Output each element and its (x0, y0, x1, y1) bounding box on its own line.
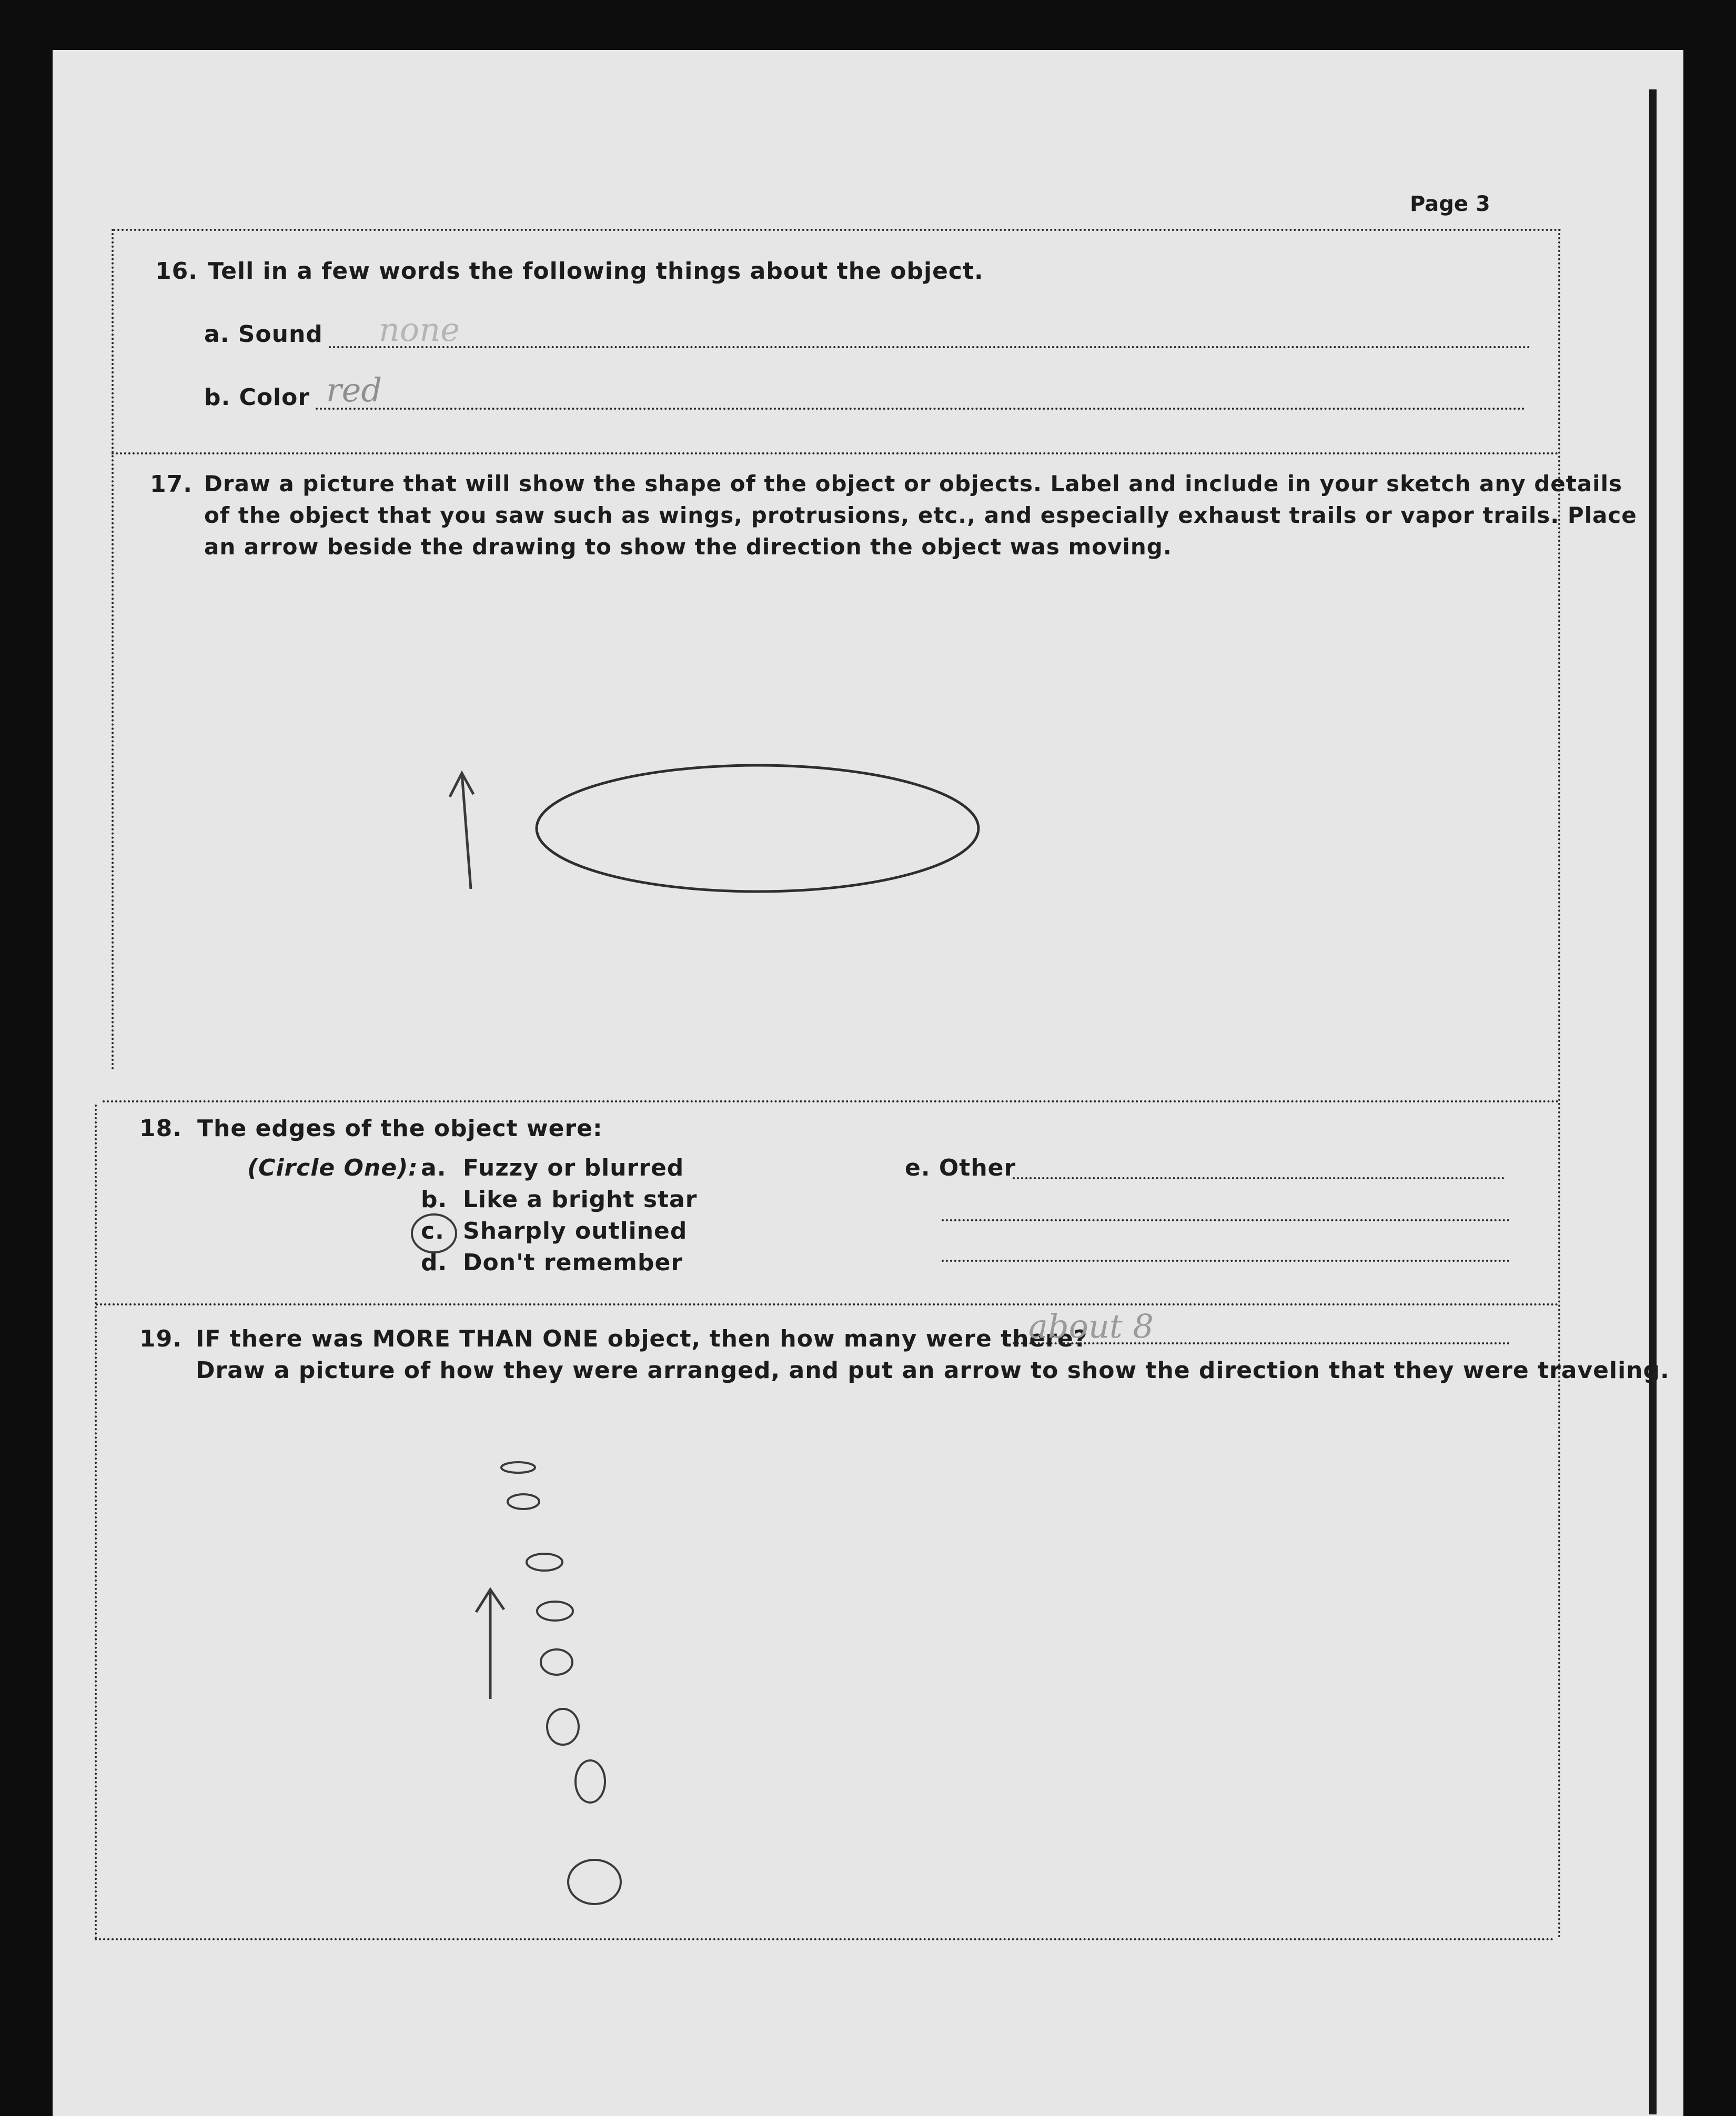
q19-number: 19. (139, 1325, 182, 1352)
object-oval-8 (568, 1860, 621, 1904)
object-oval-4 (537, 1602, 573, 1621)
count-answer: about 8 (1028, 1307, 1154, 1345)
q16-sound-label: a. Sound (204, 321, 323, 348)
form-left-border-lower (95, 1105, 97, 1940)
formation-arrow-icon (476, 1589, 504, 1699)
divider-17-18 (103, 1100, 1560, 1102)
q17-line-1: Draw a picture that will show the shape of the object or objects. Label and include in your sketch any details (204, 471, 1622, 497)
q18-number: 18. (139, 1115, 182, 1142)
sound-answer: none (379, 310, 460, 349)
q18-other-label: e. Other (905, 1155, 1016, 1181)
form-bottom-border (95, 1938, 1555, 1940)
sheet-edge-shadow (1649, 89, 1657, 2114)
color-answer: red (326, 371, 382, 409)
object-oval-2 (508, 1494, 539, 1509)
object-sketch (421, 736, 1026, 926)
divider-18-19 (96, 1303, 1559, 1305)
divider-16-17 (112, 452, 1559, 454)
page-number: Page 3 (1410, 192, 1490, 216)
q17-line-2: of the object that you saw such as wings, protrusions, etc., and especially exhaust trails or vapor trails. Place (204, 502, 1637, 528)
object-oval-7 (576, 1760, 605, 1803)
q18-option-c-text: Sharply outlined (463, 1218, 688, 1244)
other-answer-line-2[interactable] (942, 1219, 1510, 1221)
q18-prompt: The edges of the object were: (197, 1115, 603, 1142)
q16-prompt: Tell in a few words the following things about the object. (208, 258, 984, 285)
q18-option-d-letter[interactable]: d. (421, 1249, 448, 1276)
q17-number: 17. (150, 471, 193, 498)
direction-arrow-icon (450, 773, 473, 889)
q18-option-d-text: Don't remember (463, 1249, 683, 1276)
q16-number: 16. (155, 258, 198, 285)
option-c-circle-mark (405, 1210, 463, 1257)
object-oval-6 (547, 1709, 579, 1745)
q17-line-3: an arrow beside the drawing to show the direction the object was moving. (204, 534, 1172, 560)
object-ovals (501, 1462, 621, 1904)
q19-line-1: IF there was MORE THAN ONE object, then how many were there? (196, 1325, 1088, 1352)
q19-line-2: Draw a picture of how they were arranged, and put an arrow to show the direction that they were traveling. (196, 1357, 1670, 1384)
object-oval-1 (501, 1462, 535, 1473)
object-oval-3 (527, 1554, 562, 1571)
q18-option-b-text: Like a bright star (463, 1186, 698, 1213)
other-answer-line-1[interactable] (1013, 1177, 1505, 1179)
q18-option-a-text: Fuzzy or blurred (463, 1155, 684, 1181)
formation-sketch (458, 1452, 647, 1925)
scanned-page (53, 50, 1683, 2116)
q18-option-b-letter[interactable]: b. (421, 1186, 448, 1213)
q16-color-label: b. Color (204, 384, 310, 411)
sound-answer-line[interactable] (329, 346, 1531, 348)
form-left-border (112, 229, 114, 1070)
other-answer-line-3[interactable] (942, 1260, 1510, 1262)
object-oval-5 (541, 1649, 572, 1675)
q18-option-a-letter[interactable]: a. (421, 1155, 447, 1181)
form-top-border (113, 229, 1562, 231)
oval-object-icon (537, 765, 978, 892)
q18-option-c-letter[interactable]: c. (421, 1218, 445, 1244)
color-answer-line[interactable] (316, 408, 1526, 410)
q18-instruction: (Circle One): (247, 1155, 418, 1181)
